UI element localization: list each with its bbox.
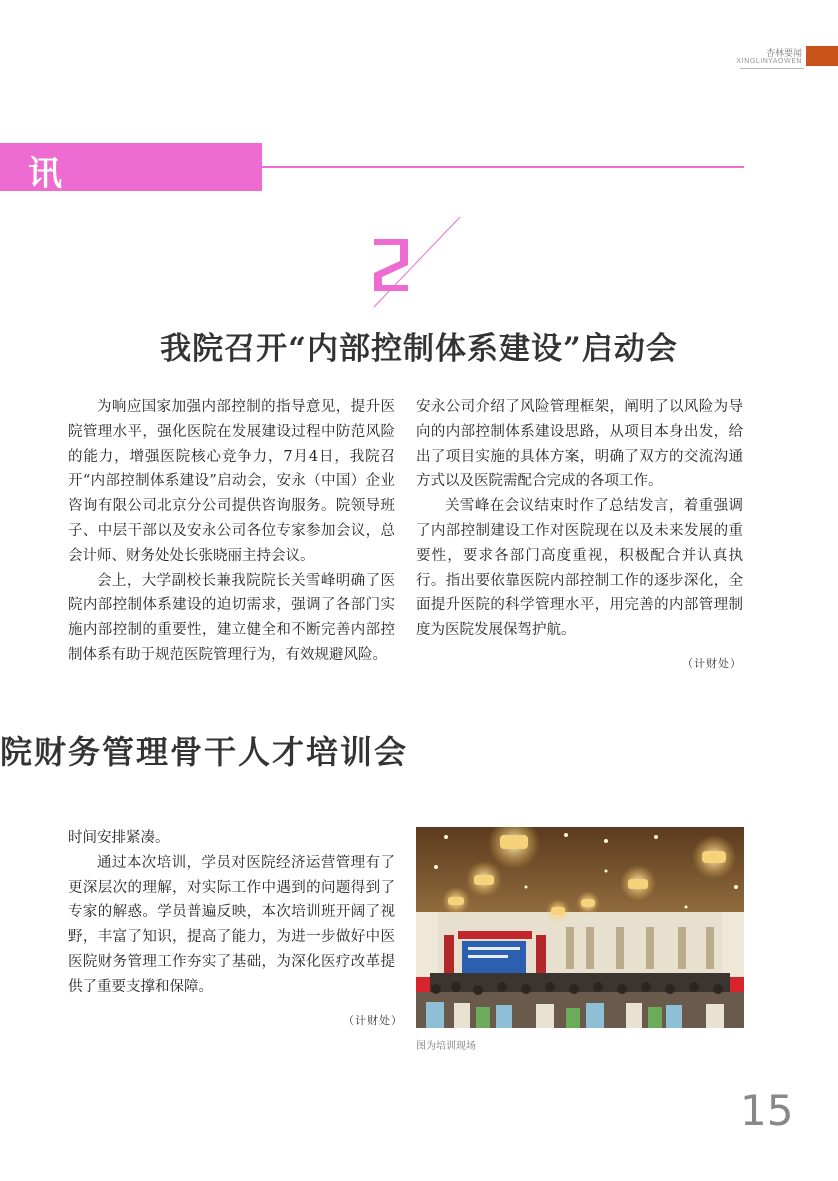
column-name-en: XINGLINYAOWEN [736,57,802,65]
column-name-cn: 杏林要闻 [765,49,802,59]
header-rule [740,68,804,69]
article2-signature: （计财处） [343,1014,403,1027]
article1-paragraph: 安永公司介绍了风险管理框架，阐明了以风险为导向的内部控制体系建设思路，从项目本身出发，给出了项目实施的具体方案，明确了双方的交流沟通方式以及医院需配合完成的各项工作。 [416,399,743,490]
decorative-numeral [360,215,470,310]
header-accent-block [806,46,838,66]
article1-signature: （计财处） [682,657,742,670]
article2-left-column [68,826,395,1000]
article2-title: 院财务管理骨干人才培训会 [0,733,409,771]
article1-right-column [416,395,743,643]
section-divider-line [262,166,744,168]
photo-caption: 图为培训现场 [416,1041,476,1052]
article1-paragraph: 会上，大学副校长兼我院院长关雪峰明确了医院内部控制体系建设的迫切需求，强调了各部门实施内部控制的重要性，建立健全和不断完善内部控制体系有助于规范医院管理行为，有效规避风险。 [68,572,395,663]
article2-paragraph: 通过本次培训，学员对医院经济运营管理有了更深层次的理解，对实际工作中遇到的问题得到了专家的解惑。学员普遍反映，本次培训班开阔了视野，丰富了知识，提高了能力，为进一步做好中医医院财务管理工作夯实了基础，为深化医疗改革提供了重要支撑和保障。 [68,854,395,995]
section-label: 讯 [28,154,62,194]
article2-paragraph: 时间安排紧凑。 [68,830,170,846]
article1-paragraph: 为响应国家加强内部控制的指导意见，提升医院管理水平，强化医院在发展建设过程中防范风险的能力，增强医院核心竞争力，7月4日，我院召开“内部控制体系建设”启动会，安永（中国）企业咨询有限公司北京分公司提供咨询服务。院领导班子、中层干部以及安永公司各位专家参加会议，总会计师、财务处处长张晓丽主持会议。 [68,399,395,564]
article1-title: 我院召开“内部控制体系建设”启动会 [160,331,678,367]
article1-paragraph: 关雪峰在会议结束时作了总结发言，着重强调了内部控制建设工作对医院现在以及未来发展的重要性，要求各部门高度重视，积极配合并认真执行。指出要依靠医院内部控制工作的逐步深化，全面提升医院的科学管理水平，用完善的内部管理制度为医院发展保驾护航。 [416,498,743,639]
article1-left-column [68,395,395,668]
page-number: 15 [740,1086,794,1135]
training-photo [416,827,744,1028]
